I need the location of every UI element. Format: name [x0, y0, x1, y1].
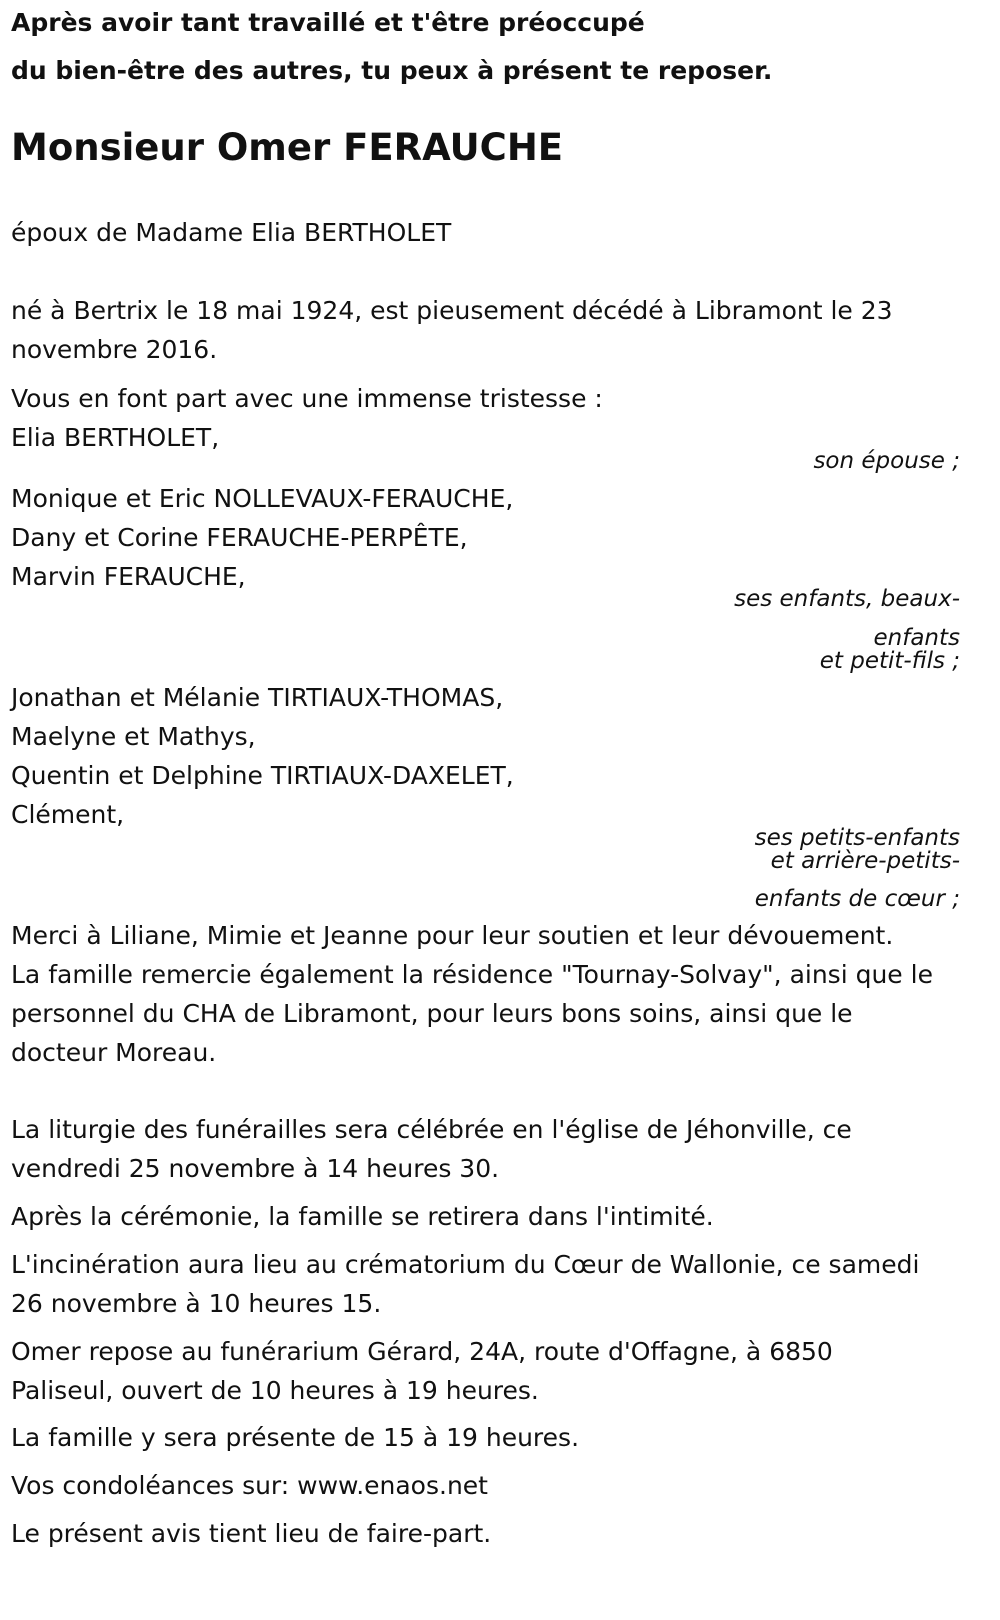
- grandchild-line: Clément,: [11, 800, 125, 829]
- child-line: Dany et Corine FERAUCHE-PERPÊTE,: [11, 523, 468, 552]
- children-role-line: et petit-fils ;: [819, 648, 960, 674]
- deceased-name: Monsieur Omer FERAUCHE: [11, 126, 564, 169]
- cremation-line: 26 novembre à 10 heures 15.: [11, 1289, 382, 1318]
- spouse-name: Elia BERTHOLET,: [11, 423, 220, 452]
- grandchildren-role-line: et arrière-petits-: [770, 848, 960, 874]
- grandchildren-role-line: ses petits-enfants: [754, 825, 960, 851]
- children-role-line: enfants: [873, 625, 960, 651]
- funeral-line: La liturgie des funérailles sera célébrée en l'église de Jéhonville, ce: [11, 1115, 852, 1144]
- birth-death-line-2: novembre 2016.: [11, 335, 218, 364]
- thanks-line: personnel du CHA de Libramont, pour leurs bons soins, ainsi que le: [11, 999, 853, 1028]
- child-line: Monique et Eric NOLLEVAUX-FERAUCHE,: [11, 484, 514, 513]
- grandchild-line: Maelyne et Mathys,: [11, 722, 256, 751]
- thanks-line: Merci à Liliane, Mimie et Jeanne pour leur soutien et leur dévouement.: [11, 921, 894, 950]
- funeral-line: vendredi 25 novembre à 14 heures 30.: [11, 1154, 500, 1183]
- spouse-role: son épouse ;: [813, 448, 960, 474]
- thanks-line: docteur Moreau.: [11, 1038, 217, 1067]
- condolences-line: Vos condoléances sur: www.enaos.net: [11, 1471, 488, 1500]
- family-presence: La famille y sera présente de 15 à 19 heures.: [11, 1423, 580, 1452]
- birth-death-line-1: né à Bertrix le 18 mai 1924, est pieusement décédé à Libramont le 23: [11, 296, 893, 325]
- motto-line-1: Après avoir tant travaillé et t'être préoccupé: [11, 8, 645, 37]
- spouse-line: époux de Madame Elia BERTHOLET: [11, 218, 452, 247]
- children-role-line: ses enfants, beaux-: [734, 586, 960, 612]
- after-ceremony: Après la cérémonie, la famille se retirera dans l'intimité.: [11, 1202, 714, 1231]
- grandchild-line: Quentin et Delphine TIRTIAUX-DAXELET,: [11, 761, 514, 790]
- rest-place-line: Paliseul, ouvert de 10 heures à 19 heures.: [11, 1376, 539, 1405]
- grandchildren-role-line: enfants de cœur ;: [754, 886, 960, 912]
- thanks-line: La famille remercie également la résidence "Tournay-Solvay", ainsi que le: [11, 960, 933, 989]
- cremation-line: L'incinération aura lieu au crématorium du Cœur de Wallonie, ce samedi: [11, 1250, 920, 1279]
- child-line: Marvin FERAUCHE,: [11, 562, 246, 591]
- rest-place-line: Omer repose au funérarium Gérard, 24A, route d'Offagne, à 6850: [11, 1337, 833, 1366]
- announce-intro: Vous en font part avec une immense tristesse :: [11, 384, 603, 413]
- notice-line: Le présent avis tient lieu de faire-part.: [11, 1519, 492, 1548]
- motto-line-2: du bien-être des autres, tu peux à présent te reposer.: [11, 56, 773, 85]
- grandchild-line: Jonathan et Mélanie TIRTIAUX-THOMAS,: [11, 683, 504, 712]
